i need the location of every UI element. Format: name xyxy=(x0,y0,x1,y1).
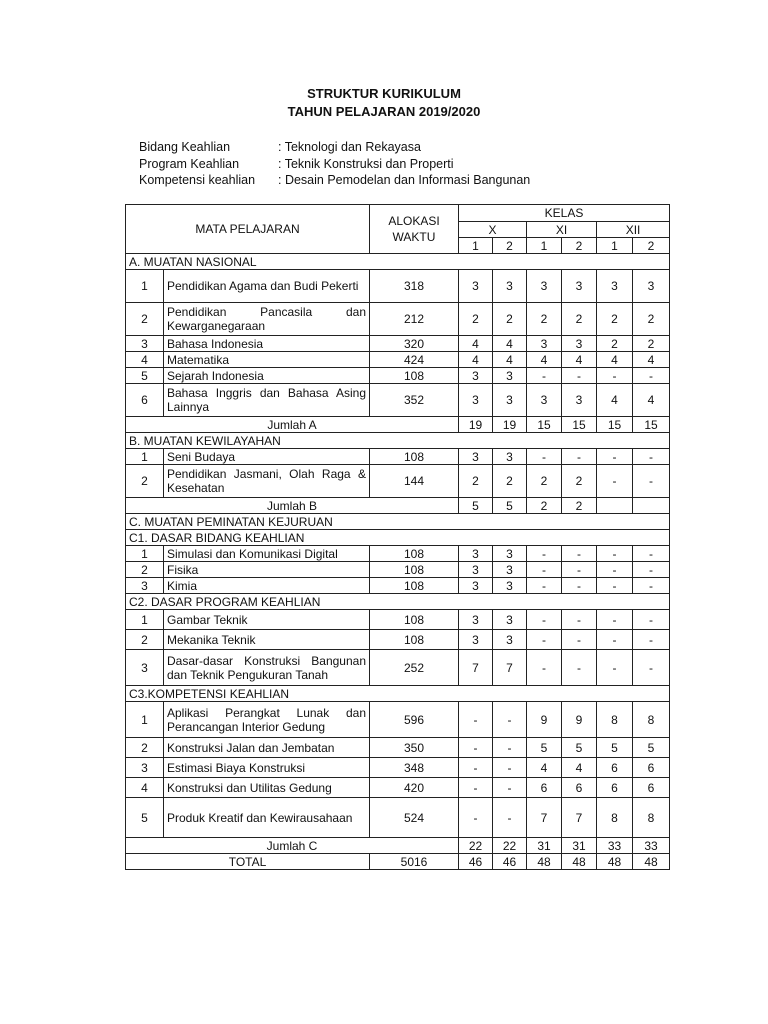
subject-number: 5 xyxy=(126,798,164,838)
semester-value: 5 xyxy=(562,738,597,758)
subject-row xyxy=(126,336,670,352)
semester-value: 7 xyxy=(527,798,562,838)
document-subtitle: TAHUN PELAJARAN 2019/2020 xyxy=(287,104,481,119)
subtotal-value: 33 xyxy=(597,838,633,854)
semester-value: - xyxy=(493,738,527,758)
subject-hours: 212 xyxy=(370,303,459,336)
header-row xyxy=(126,205,670,222)
semester-value: 4 xyxy=(459,352,493,368)
semester-value: 2 xyxy=(562,465,597,498)
section-title: C. MUATAN PEMINATAN KEJURUAN xyxy=(126,514,670,530)
subject-row xyxy=(126,738,670,758)
subject-name: Produk Kreatif dan Kewirausahaan xyxy=(164,798,370,838)
subject-row xyxy=(126,702,670,738)
semester-value: - xyxy=(633,610,670,630)
semester-value: 3 xyxy=(493,562,527,578)
section-b xyxy=(126,433,670,449)
subtotal-label: Jumlah B xyxy=(126,498,459,514)
subject-row xyxy=(126,384,670,417)
subject-row xyxy=(126,758,670,778)
subtotal-value: 22 xyxy=(493,838,527,854)
subject-hours: 108 xyxy=(370,449,459,465)
semester-value: - xyxy=(633,368,670,384)
semester-value: - xyxy=(562,368,597,384)
subject-name: Estimasi Biaya Konstruksi xyxy=(164,758,370,778)
subject-number: 1 xyxy=(126,449,164,465)
subject-name: Konstruksi Jalan dan Jembatan xyxy=(164,738,370,758)
subject-name: Kimia xyxy=(164,578,370,594)
subject-number: 4 xyxy=(126,352,164,368)
subject-row xyxy=(126,368,670,384)
semester-value: 2 xyxy=(527,303,562,336)
semester-value: 3 xyxy=(493,449,527,465)
subject-hours: 596 xyxy=(370,702,459,738)
semester-value: - xyxy=(597,368,633,384)
subject-number: 6 xyxy=(126,384,164,417)
semester-value: 2 xyxy=(459,465,493,498)
semester-value: 2 xyxy=(459,303,493,336)
semester-value: 3 xyxy=(493,384,527,417)
subject-number: 3 xyxy=(126,650,164,686)
subject-name: Bahasa Indonesia xyxy=(164,336,370,352)
semester-value: 6 xyxy=(562,778,597,798)
subtotal-row xyxy=(126,498,670,514)
semester-value: 3 xyxy=(493,368,527,384)
subject-hours: 108 xyxy=(370,546,459,562)
semester-value: 3 xyxy=(633,270,670,303)
semester-value: 6 xyxy=(633,778,670,798)
semester-value: 5 xyxy=(633,738,670,758)
header-semester: 1 xyxy=(597,238,633,254)
subtotal-value: 15 xyxy=(633,417,670,433)
subject-number: 2 xyxy=(126,303,164,336)
total-value: 48 xyxy=(562,854,597,870)
section-title: C3.KOMPETENSI KEAHLIAN xyxy=(126,686,670,702)
subject-name: Mekanika Teknik xyxy=(164,630,370,650)
semester-value: 4 xyxy=(633,384,670,417)
semester-value: - xyxy=(493,798,527,838)
semester-value: - xyxy=(633,650,670,686)
semester-value: 4 xyxy=(562,352,597,368)
semester-value: - xyxy=(527,368,562,384)
subject-hours: 108 xyxy=(370,578,459,594)
subject-hours: 420 xyxy=(370,778,459,798)
meta-value: : Teknologi dan Rekayasa xyxy=(278,140,421,154)
total-value: 48 xyxy=(633,854,670,870)
subject-name: Fisika xyxy=(164,562,370,578)
semester-value: - xyxy=(459,758,493,778)
subject-number: 3 xyxy=(126,578,164,594)
semester-value: 3 xyxy=(562,384,597,417)
semester-value: - xyxy=(597,610,633,630)
semester-value: - xyxy=(597,449,633,465)
semester-value: 3 xyxy=(493,546,527,562)
subject-number: 4 xyxy=(126,778,164,798)
subject-number: 5 xyxy=(126,368,164,384)
header-grade-xi: XI xyxy=(527,222,597,238)
header-semester: 2 xyxy=(493,238,527,254)
semester-value: - xyxy=(633,562,670,578)
semester-value: 2 xyxy=(562,303,597,336)
semester-value: 4 xyxy=(459,336,493,352)
header-semester: 2 xyxy=(562,238,597,254)
meta-label: Kompetensi keahlian xyxy=(139,173,256,187)
semester-value: 4 xyxy=(527,352,562,368)
semester-value: - xyxy=(562,630,597,650)
semester-value: 6 xyxy=(633,758,670,778)
semester-value: - xyxy=(493,702,527,738)
section-title: A. MUATAN NASIONAL xyxy=(126,254,670,270)
subject-number: 2 xyxy=(126,630,164,650)
subject-number: 1 xyxy=(126,546,164,562)
subtotal-value: 2 xyxy=(527,498,562,514)
semester-value: 3 xyxy=(562,270,597,303)
subject-number: 2 xyxy=(126,465,164,498)
section-c xyxy=(126,514,670,530)
semester-value: - xyxy=(527,449,562,465)
subject-row xyxy=(126,465,670,498)
subject-row xyxy=(126,546,670,562)
subject-hours: 320 xyxy=(370,336,459,352)
subject-row xyxy=(126,778,670,798)
subject-hours: 524 xyxy=(370,798,459,838)
subject-name: Matematika xyxy=(164,352,370,368)
subject-name: Aplikasi Perangkat Lunak dan Perancangan Interior Gedung xyxy=(164,702,370,738)
header-semester: 1 xyxy=(459,238,493,254)
subtotal-value: 2 xyxy=(562,498,597,514)
semester-value: 3 xyxy=(562,336,597,352)
semester-value: 7 xyxy=(562,798,597,838)
subject-number: 2 xyxy=(126,562,164,578)
section-title: B. MUATAN KEWILAYAHAN xyxy=(126,433,670,449)
semester-value: 4 xyxy=(493,352,527,368)
subtotal-value: 19 xyxy=(459,417,493,433)
semester-value: 3 xyxy=(527,384,562,417)
document-title: STRUKTUR KURIKULUM xyxy=(307,86,461,101)
semester-value: - xyxy=(527,578,562,594)
subject-name: Pendidikan Pancasila dan Kewarganegaraan xyxy=(164,303,370,336)
header-semester: 2 xyxy=(633,238,670,254)
semester-value: 4 xyxy=(633,352,670,368)
header-grade-xii: XII xyxy=(597,222,670,238)
subject-hours: 318 xyxy=(370,270,459,303)
subject-hours: 352 xyxy=(370,384,459,417)
semester-value: 7 xyxy=(459,650,493,686)
semester-value: - xyxy=(633,546,670,562)
subtotal-value: 5 xyxy=(459,498,493,514)
subject-name: Pendidikan Agama dan Budi Pekerti xyxy=(164,270,370,303)
subtotal-value xyxy=(597,498,633,514)
meta-label: Bidang Keahlian xyxy=(139,140,231,154)
subtotal-label: Jumlah A xyxy=(126,417,459,433)
meta-value: : Teknik Konstruksi dan Properti xyxy=(278,156,454,171)
subject-name: Pendidikan Jasmani, Olah Raga & Kesehatan xyxy=(164,465,370,498)
meta-block xyxy=(139,139,530,189)
subject-hours: 424 xyxy=(370,352,459,368)
total-value: 46 xyxy=(459,854,493,870)
subject-hours: 108 xyxy=(370,610,459,630)
total-value: 48 xyxy=(597,854,633,870)
semester-value: 3 xyxy=(459,610,493,630)
subject-number: 1 xyxy=(126,610,164,630)
semester-value: - xyxy=(527,562,562,578)
semester-value: 6 xyxy=(597,778,633,798)
semester-value: - xyxy=(527,546,562,562)
section-c3 xyxy=(126,686,670,702)
semester-value: - xyxy=(562,449,597,465)
subject-row xyxy=(126,610,670,630)
subject-row xyxy=(126,449,670,465)
subject-name: Sejarah Indonesia xyxy=(164,368,370,384)
semester-value: 3 xyxy=(459,449,493,465)
semester-value: - xyxy=(527,650,562,686)
semester-value: - xyxy=(597,562,633,578)
header-kelas: KELAS xyxy=(459,205,670,222)
semester-value: - xyxy=(562,562,597,578)
semester-value: - xyxy=(562,546,597,562)
curriculum-table xyxy=(125,204,670,870)
subject-hours: 252 xyxy=(370,650,459,686)
semester-value: 6 xyxy=(527,778,562,798)
semester-value: - xyxy=(562,578,597,594)
total-value: 46 xyxy=(493,854,527,870)
semester-value: 3 xyxy=(493,578,527,594)
semester-value: 5 xyxy=(527,738,562,758)
semester-value: 2 xyxy=(633,336,670,352)
semester-value: 8 xyxy=(633,702,670,738)
semester-value: 8 xyxy=(597,798,633,838)
subject-name: Dasar-dasar Konstruksi Bangunan dan Teknik Pengukuran Tanah xyxy=(164,650,370,686)
subject-hours: 108 xyxy=(370,562,459,578)
semester-value: 9 xyxy=(527,702,562,738)
total-hours: 5016 xyxy=(370,854,459,870)
semester-value: 2 xyxy=(597,336,633,352)
subject-hours: 108 xyxy=(370,630,459,650)
semester-value: 5 xyxy=(597,738,633,758)
section-c1 xyxy=(126,530,670,546)
subject-hours: 144 xyxy=(370,465,459,498)
meta-label: Program Keahlian xyxy=(139,156,240,171)
meta-row-kompetensi xyxy=(139,172,530,189)
meta-row-program xyxy=(139,156,530,173)
semester-value: 4 xyxy=(493,336,527,352)
header-alokasi: ALOKASI WAKTU xyxy=(370,205,459,254)
total-value: 48 xyxy=(527,854,562,870)
subject-row xyxy=(126,352,670,368)
semester-value: 7 xyxy=(493,650,527,686)
semester-value: - xyxy=(597,465,633,498)
subject-row xyxy=(126,562,670,578)
subject-name: Simulasi dan Komunikasi Digital xyxy=(164,546,370,562)
subject-row xyxy=(126,798,670,838)
semester-value: 3 xyxy=(493,610,527,630)
semester-value: - xyxy=(459,702,493,738)
subject-number: 1 xyxy=(126,702,164,738)
semester-value: 6 xyxy=(597,758,633,778)
semester-value: 4 xyxy=(527,758,562,778)
semester-value: 2 xyxy=(527,465,562,498)
semester-value: - xyxy=(597,650,633,686)
subtotal-row xyxy=(126,417,670,433)
semester-value: - xyxy=(527,630,562,650)
semester-value: 3 xyxy=(459,578,493,594)
subtotal-value: 5 xyxy=(493,498,527,514)
semester-value: 4 xyxy=(597,352,633,368)
semester-value: 3 xyxy=(459,368,493,384)
subject-row xyxy=(126,578,670,594)
semester-value: - xyxy=(459,738,493,758)
section-a xyxy=(126,254,670,270)
semester-value: 3 xyxy=(493,630,527,650)
semester-value: - xyxy=(597,630,633,650)
semester-value: - xyxy=(597,578,633,594)
semester-value: - xyxy=(527,610,562,630)
subject-row xyxy=(126,630,670,650)
subject-name: Seni Budaya xyxy=(164,449,370,465)
meta-value: : Desain Pemodelan dan Informasi Bangunan xyxy=(278,173,531,187)
semester-value: 3 xyxy=(459,546,493,562)
semester-value: 9 xyxy=(562,702,597,738)
semester-value: 2 xyxy=(633,303,670,336)
header-mapel: MATA PELAJARAN xyxy=(126,205,370,254)
semester-value: 4 xyxy=(597,384,633,417)
subject-number: 1 xyxy=(126,270,164,303)
section-title: C2. DASAR PROGRAM KEAHLIAN xyxy=(126,594,670,610)
subtotal-value: 33 xyxy=(633,838,670,854)
subject-number: 3 xyxy=(126,758,164,778)
subject-hours: 348 xyxy=(370,758,459,778)
semester-value: 8 xyxy=(597,702,633,738)
subtotal-value: 15 xyxy=(597,417,633,433)
semester-value: 3 xyxy=(493,270,527,303)
subtotal-value: 15 xyxy=(562,417,597,433)
semester-value: 2 xyxy=(597,303,633,336)
semester-value: - xyxy=(562,610,597,630)
semester-value: 3 xyxy=(459,384,493,417)
semester-value: - xyxy=(493,778,527,798)
subtotal-row xyxy=(126,838,670,854)
subtotal-value xyxy=(633,498,670,514)
subject-name: Gambar Teknik xyxy=(164,610,370,630)
section-c2 xyxy=(126,594,670,610)
semester-value: 3 xyxy=(527,270,562,303)
semester-value: - xyxy=(633,578,670,594)
section-title: C1. DASAR BIDANG KEAHLIAN xyxy=(126,530,670,546)
total-row xyxy=(126,854,670,870)
semester-value: 2 xyxy=(493,303,527,336)
subtotal-value: 31 xyxy=(527,838,562,854)
subject-hours: 108 xyxy=(370,368,459,384)
subject-number: 2 xyxy=(126,738,164,758)
subject-name: Konstruksi dan Utilitas Gedung xyxy=(164,778,370,798)
semester-value: 3 xyxy=(459,630,493,650)
semester-value: - xyxy=(493,758,527,778)
semester-value: 4 xyxy=(562,758,597,778)
semester-value: - xyxy=(633,630,670,650)
semester-value: 3 xyxy=(459,270,493,303)
meta-row-bidang xyxy=(139,139,530,156)
subtotal-value: 15 xyxy=(527,417,562,433)
semester-value: - xyxy=(633,449,670,465)
subject-row xyxy=(126,270,670,303)
semester-value: - xyxy=(459,778,493,798)
subject-row xyxy=(126,303,670,336)
subject-hours: 350 xyxy=(370,738,459,758)
subtotal-value: 19 xyxy=(493,417,527,433)
semester-value: 3 xyxy=(597,270,633,303)
semester-value: 2 xyxy=(493,465,527,498)
subject-name: Bahasa Inggris dan Bahasa Asing Lainnya xyxy=(164,384,370,417)
header-grade-x: X xyxy=(459,222,527,238)
subtotal-label: Jumlah C xyxy=(126,838,459,854)
semester-value: - xyxy=(633,465,670,498)
semester-value: 3 xyxy=(459,562,493,578)
semester-value: 3 xyxy=(527,336,562,352)
header-semester: 1 xyxy=(527,238,562,254)
subtotal-value: 31 xyxy=(562,838,597,854)
semester-value: - xyxy=(562,650,597,686)
semester-value: - xyxy=(597,546,633,562)
total-label: TOTAL xyxy=(126,854,370,870)
subject-row xyxy=(126,650,670,686)
subject-number: 3 xyxy=(126,336,164,352)
semester-value: - xyxy=(459,798,493,838)
semester-value: 8 xyxy=(633,798,670,838)
subtotal-value: 22 xyxy=(459,838,493,854)
